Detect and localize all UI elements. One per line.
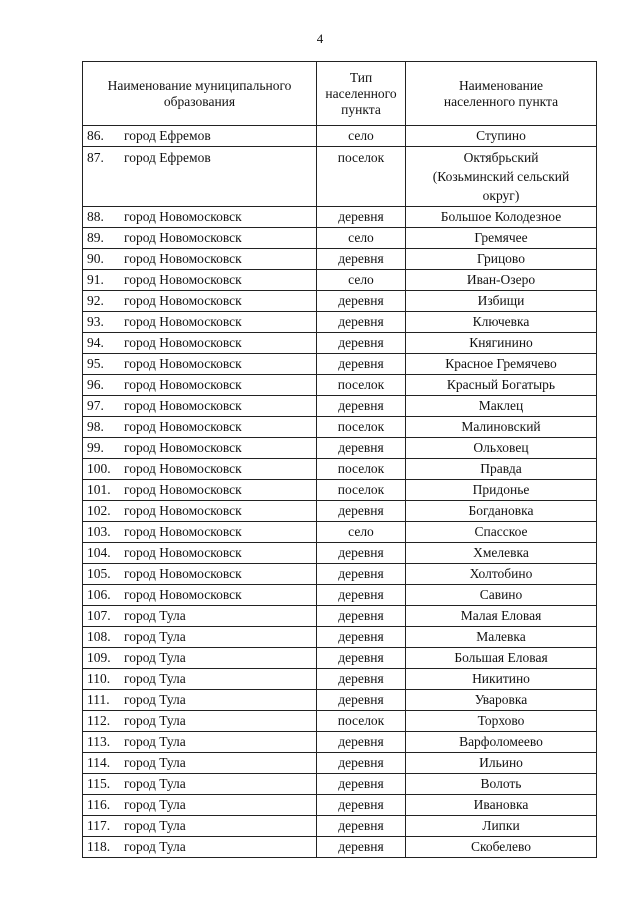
municipality-name: город Новомосковск [124,251,242,266]
cell-municipality [83,753,317,774]
row-number: 91. [87,272,104,287]
municipality-name: город Ефремов [124,150,211,165]
municipality-name: город Тула [124,608,186,623]
table-row [83,564,597,585]
row-number: 104. [87,545,111,560]
table-row [83,606,597,627]
table-row [83,711,597,732]
cell-settlement-name: Ивановка [406,795,597,816]
row-number: 114. [87,755,111,770]
municipality-name: город Тула [124,629,186,644]
row-number: 105. [87,566,111,581]
cell-settlement-type: деревня [317,249,406,270]
row-number: 96. [87,377,104,392]
table-row [83,270,597,291]
municipality-name: город Новомосковск [124,503,242,518]
header-name [406,62,597,126]
cell-settlement-type: деревня [317,396,406,417]
cell-settlement-name: Красное Гремячево [406,354,597,375]
cell-settlement-name: Малая Еловая [406,606,597,627]
row-number: 86. [87,128,104,143]
row-number: 98. [87,419,104,434]
cell-settlement-type: деревня [317,585,406,606]
table-row [83,774,597,795]
municipality-name: город Новомосковск [124,524,242,539]
cell-municipality [83,333,317,354]
municipality-name: город Новомосковск [124,356,242,371]
cell-settlement-name: Красный Богатырь [406,375,597,396]
header-name-label: Наименование населенного пункта [443,77,559,109]
cell-settlement-type: деревня [317,774,406,795]
row-number: 90. [87,251,104,266]
cell-settlement-name: Ступино [406,126,597,147]
cell-settlement-type: поселок [317,375,406,396]
row-number: 118. [87,839,111,854]
cell-municipality [83,711,317,732]
cell-municipality [83,816,317,837]
table-row [83,126,597,147]
table-row [83,354,597,375]
table-row [83,417,597,438]
cell-settlement-type: деревня [317,207,406,228]
municipality-name: город Тула [124,755,186,770]
municipality-name: город Ефремов [124,128,211,143]
row-number: 112. [87,713,111,728]
row-number: 100. [87,461,111,476]
row-number: 111. [87,692,110,707]
cell-settlement-name: Княгинино [406,333,597,354]
row-number: 117. [87,818,111,833]
row-number: 92. [87,293,104,308]
row-number: 110. [87,671,111,686]
cell-municipality [83,480,317,501]
municipality-name: город Новомосковск [124,335,242,350]
municipality-name: город Тула [124,650,186,665]
cell-municipality [83,291,317,312]
row-number: 107. [87,608,111,623]
cell-settlement-name: Малиновский [406,417,597,438]
cell-settlement-name: Ольховец [406,438,597,459]
header-municipality [83,62,317,126]
row-number: 102. [87,503,111,518]
cell-settlement-type: деревня [317,438,406,459]
municipality-name: город Новомосковск [124,398,242,413]
row-number: 87. [87,150,104,165]
table-row [83,669,597,690]
cell-settlement-type: поселок [317,459,406,480]
cell-municipality [83,312,317,333]
table-row [83,480,597,501]
cell-settlement-type: деревня [317,648,406,669]
cell-settlement-name: Уваровка [406,690,597,711]
municipality-name: город Новомосковск [124,377,242,392]
cell-settlement-name: Торхово [406,711,597,732]
municipality-name: город Новомосковск [124,566,242,581]
municipality-name: город Новомосковск [124,419,242,434]
cell-municipality [83,501,317,522]
cell-settlement-name: Избищи [406,291,597,312]
cell-municipality [83,438,317,459]
cell-settlement-name: Никитино [406,669,597,690]
cell-municipality [83,543,317,564]
row-number: 101. [87,482,111,497]
table-row [83,732,597,753]
municipality-name: город Тула [124,692,186,707]
cell-settlement-type: деревня [317,354,406,375]
municipality-name: город Новомосковск [124,293,242,308]
table-row [83,375,597,396]
municipality-name: город Новомосковск [124,587,242,602]
cell-settlement-name: Придонье [406,480,597,501]
cell-settlement-type: поселок [317,480,406,501]
row-number: 94. [87,335,104,350]
cell-municipality [83,564,317,585]
cell-settlement-name: Холтобино [406,564,597,585]
row-number: 99. [87,440,104,455]
cell-settlement-type: село [317,126,406,147]
cell-settlement-type: село [317,270,406,291]
cell-settlement-type: деревня [317,690,406,711]
cell-municipality [83,795,317,816]
row-number: 97. [87,398,104,413]
municipality-name: город Новомосковск [124,230,242,245]
cell-municipality [83,417,317,438]
cell-settlement-name: Ильино [406,753,597,774]
page-number: 4 [316,31,324,46]
cell-settlement-type: деревня [317,606,406,627]
cell-settlement-name: Ключевка [406,312,597,333]
cell-settlement-name: Варфоломеево [406,732,597,753]
cell-municipality [83,522,317,543]
cell-municipality [83,207,317,228]
cell-municipality [83,585,317,606]
cell-settlement-type: поселок [317,417,406,438]
cell-settlement-name: Липки [406,816,597,837]
municipality-name: город Новомосковск [124,440,242,455]
municipality-name: город Новомосковск [124,461,242,476]
cell-settlement-type: деревня [317,627,406,648]
cell-settlement-name: Правда [406,459,597,480]
cell-settlement-name: Иван-Озеро [406,270,597,291]
table-row [83,333,597,354]
table-row [83,648,597,669]
table-row [83,291,597,312]
table-row [83,837,597,858]
row-number: 115. [87,776,111,791]
cell-settlement-type: деревня [317,312,406,333]
table-body [83,126,597,858]
row-number: 109. [87,650,111,665]
cell-municipality [83,147,317,207]
row-number: 103. [87,524,111,539]
municipality-name: город Новомосковск [124,314,242,329]
cell-municipality [83,375,317,396]
cell-settlement-name: Грицово [406,249,597,270]
cell-settlement-type: деревня [317,333,406,354]
cell-settlement-name: Гремячее [406,228,597,249]
row-number: 108. [87,629,111,644]
table-row [83,147,597,207]
cell-settlement-type: поселок [317,147,406,207]
municipality-name: город Новомосковск [124,272,242,287]
cell-settlement-name: Спасское [406,522,597,543]
cell-settlement-name: Большое Колодезное [406,207,597,228]
cell-settlement-name: Октябрьский (Козьминский сельский округ) [406,147,597,207]
table-row [83,396,597,417]
cell-municipality [83,354,317,375]
cell-settlement-type: деревня [317,732,406,753]
table-row [83,816,597,837]
cell-municipality [83,228,317,249]
municipality-name: город Тула [124,671,186,686]
header-type-label: Тип населенного пункта [325,69,397,117]
table-row [83,522,597,543]
row-number: 95. [87,356,104,371]
municipality-name: город Тула [124,797,186,812]
cell-municipality [83,396,317,417]
cell-municipality [83,690,317,711]
cell-settlement-name: Большая Еловая [406,648,597,669]
table-row [83,543,597,564]
row-number: 88. [87,209,104,224]
cell-municipality [83,126,317,147]
cell-settlement-type: поселок [317,711,406,732]
row-number: 106. [87,587,111,602]
header-type [317,62,406,126]
cell-settlement-type: деревня [317,837,406,858]
cell-settlement-type: деревня [317,543,406,564]
table-row [83,753,597,774]
cell-settlement-type: деревня [317,816,406,837]
cell-settlement-name: Богдановка [406,501,597,522]
cell-settlement-type: деревня [317,501,406,522]
municipality-name: город Новомосковск [124,545,242,560]
cell-settlement-name: Савино [406,585,597,606]
table-row [83,207,597,228]
table-header-row [83,62,597,126]
header-municipality-label: Наименование муниципального образования [107,77,292,109]
cell-municipality [83,270,317,291]
cell-municipality [83,459,317,480]
row-number: 116. [87,797,111,812]
municipality-name: город Новомосковск [124,209,242,224]
cell-municipality [83,837,317,858]
cell-settlement-type: село [317,228,406,249]
row-number: 89. [87,230,104,245]
cell-settlement-name: Хмелевка [406,543,597,564]
table-row [83,585,597,606]
table-row [83,690,597,711]
cell-settlement-type: деревня [317,753,406,774]
table-row [83,795,597,816]
cell-settlement-type: деревня [317,795,406,816]
municipality-name: город Тула [124,734,186,749]
row-number: 113. [87,734,111,749]
cell-settlement-type: село [317,522,406,543]
cell-settlement-type: деревня [317,291,406,312]
cell-municipality [83,732,317,753]
table-row [83,627,597,648]
table-row [83,249,597,270]
cell-settlement-name: Маклец [406,396,597,417]
municipality-name: город Тула [124,776,186,791]
row-number: 93. [87,314,104,329]
table-row [83,501,597,522]
cell-municipality [83,648,317,669]
cell-settlement-name: Волоть [406,774,597,795]
table-row [83,228,597,249]
municipality-name: город Новомосковск [124,482,242,497]
cell-settlement-type: деревня [317,669,406,690]
cell-municipality [83,774,317,795]
cell-municipality [83,606,317,627]
cell-settlement-name: Скобелево [406,837,597,858]
municipality-name: город Тула [124,713,186,728]
cell-municipality [83,249,317,270]
cell-settlement-name: Малевка [406,627,597,648]
cell-settlement-type: деревня [317,564,406,585]
table-row [83,312,597,333]
municipality-name: город Тула [124,839,186,854]
table-row [83,438,597,459]
settlements-table [82,61,597,858]
municipality-name: город Тула [124,818,186,833]
cell-municipality [83,669,317,690]
cell-municipality [83,627,317,648]
table-row [83,459,597,480]
